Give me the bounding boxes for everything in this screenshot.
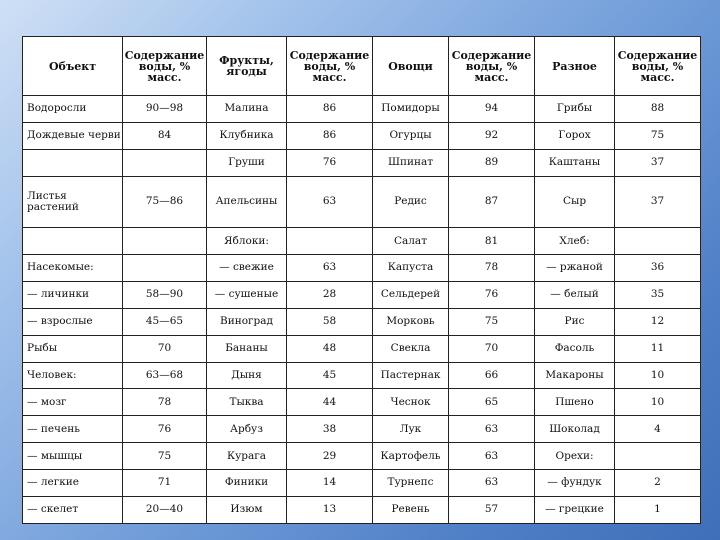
table-cell: 78 [123,389,207,416]
table-cell: Лук [373,416,449,443]
slide-sheet [22,36,700,524]
table-cell: 12 [615,308,701,335]
table-cell [287,228,373,255]
table-cell: Арбуз [207,416,287,443]
table-cell: — скелет [23,496,123,523]
table-cell: 87 [449,176,535,228]
table-row [23,470,701,497]
table-cell: 28 [287,281,373,308]
table-cell: Изюм [207,496,287,523]
table-cell: Малина [207,96,287,123]
header-water-content: Содержание воды, % масс. [449,37,535,96]
table-cell: Сыр [535,176,615,228]
table-cell: Салат [373,228,449,255]
table-cell: 78 [449,255,535,282]
table-cell: 84 [123,122,207,149]
table-row [23,122,701,149]
table-cell: 75 [449,308,535,335]
table-cell: 63 [287,255,373,282]
table-header-row [23,37,701,96]
table-cell: 66 [449,362,535,389]
table-cell: Помидоры [373,96,449,123]
header-object: Объект [23,37,123,96]
table-row [23,228,701,255]
table-row [23,443,701,470]
table-cell: — личинки [23,281,123,308]
header-water-content: Содержание воды, % масс. [123,37,207,96]
table-cell: Тыква [207,389,287,416]
table-row [23,281,701,308]
table-cell: 89 [449,149,535,176]
table-cell: 81 [449,228,535,255]
table-cell: 37 [615,149,701,176]
table-cell: 48 [287,335,373,362]
table-cell: 38 [287,416,373,443]
table-cell: 11 [615,335,701,362]
table-cell: Насекомые: [23,255,123,282]
table-cell [23,149,123,176]
table-cell: Морковь [373,308,449,335]
table-cell: 45—65 [123,308,207,335]
table-cell: Водоросли [23,96,123,123]
table-cell: 71 [123,470,207,497]
table-cell: Чеснок [373,389,449,416]
table-cell: Грибы [535,96,615,123]
table-cell: Рыбы [23,335,123,362]
table-cell [123,228,207,255]
table-cell: 86 [287,122,373,149]
table-cell [123,255,207,282]
table-cell: — печень [23,416,123,443]
table-cell: — мозг [23,389,123,416]
table-cell: Дыня [207,362,287,389]
table-cell: Груши [207,149,287,176]
header-water-content: Содержание воды, % масс. [287,37,373,96]
table-cell: 63 [287,176,373,228]
table-cell: 36 [615,255,701,282]
table-cell: 35 [615,281,701,308]
table-cell: 75 [615,122,701,149]
table-cell: 44 [287,389,373,416]
table-row [23,362,701,389]
table-cell: — взрослые [23,308,123,335]
table-cell: — свежие [207,255,287,282]
table-cell [123,149,207,176]
table-cell: Шпинат [373,149,449,176]
table-row [23,149,701,176]
table-cell: 63 [449,470,535,497]
table-cell: 13 [287,496,373,523]
table-cell: 1 [615,496,701,523]
table-cell: 75 [123,443,207,470]
table-cell: — фундук [535,470,615,497]
table-cell: Редис [373,176,449,228]
table-cell: Человек: [23,362,123,389]
table-cell: 88 [615,96,701,123]
table-cell: 57 [449,496,535,523]
table-cell: 29 [287,443,373,470]
table-row [23,96,701,123]
table-cell: 94 [449,96,535,123]
table-cell: 90—98 [123,96,207,123]
header-vegetables: Овощи [373,37,449,96]
table-cell: — грецкие [535,496,615,523]
table-cell: 76 [449,281,535,308]
table-cell: Турнепс [373,470,449,497]
table-cell: 70 [123,335,207,362]
table-cell [615,228,701,255]
water-content-table [22,36,701,524]
table-cell [615,443,701,470]
table-cell: Сельдерей [373,281,449,308]
table-cell: 58 [287,308,373,335]
table-cell: 37 [615,176,701,228]
table-cell [23,228,123,255]
table-cell: Макароны [535,362,615,389]
table-cell: Рис [535,308,615,335]
table-cell: 20—40 [123,496,207,523]
table-cell: Фасоль [535,335,615,362]
table-cell: Курага [207,443,287,470]
table-cell: Картофель [373,443,449,470]
table-cell: 63 [449,416,535,443]
table-row [23,255,701,282]
table-cell: Яблоки: [207,228,287,255]
table-cell: Шоколад [535,416,615,443]
table-row [23,308,701,335]
table-cell: 14 [287,470,373,497]
table-cell: Ревень [373,496,449,523]
table-cell: 2 [615,470,701,497]
table-cell: 45 [287,362,373,389]
table-cell: Горох [535,122,615,149]
table-cell: 63—68 [123,362,207,389]
table-cell: 65 [449,389,535,416]
table-cell: 10 [615,389,701,416]
table-cell: 92 [449,122,535,149]
table-cell: — ржаной [535,255,615,282]
table-cell: Огурцы [373,122,449,149]
table-row [23,416,701,443]
table-row [23,335,701,362]
table-cell: 58—90 [123,281,207,308]
table-row [23,389,701,416]
header-misc: Разное [535,37,615,96]
table-cell: Листья растений [23,176,123,228]
table-cell: Пшено [535,389,615,416]
table-cell: — легкие [23,470,123,497]
table-row [23,496,701,523]
table-cell: 75—86 [123,176,207,228]
table-cell: Бананы [207,335,287,362]
table-body [23,96,701,524]
table-cell: Виноград [207,308,287,335]
table-cell: Пастернак [373,362,449,389]
table-cell: Каштаны [535,149,615,176]
table-cell: 86 [287,96,373,123]
table-row [23,176,701,228]
table-cell: Хлеб: [535,228,615,255]
table-cell: Дождевые черви [23,122,123,149]
table-cell: — белый [535,281,615,308]
table-cell: 76 [287,149,373,176]
table-cell: 10 [615,362,701,389]
table-cell: 70 [449,335,535,362]
table-cell: Клубника [207,122,287,149]
table-cell: — мышцы [23,443,123,470]
table-cell: Финики [207,470,287,497]
header-fruits: Фрукты, ягоды [207,37,287,96]
table-cell: Апельсины [207,176,287,228]
table-cell: Орехи: [535,443,615,470]
table-cell: — сушеные [207,281,287,308]
header-water-content: Содержание воды, % масс. [615,37,701,96]
table-cell: Капуста [373,255,449,282]
table-cell: 63 [449,443,535,470]
table-cell: 4 [615,416,701,443]
table-cell: 76 [123,416,207,443]
table-cell: Свекла [373,335,449,362]
